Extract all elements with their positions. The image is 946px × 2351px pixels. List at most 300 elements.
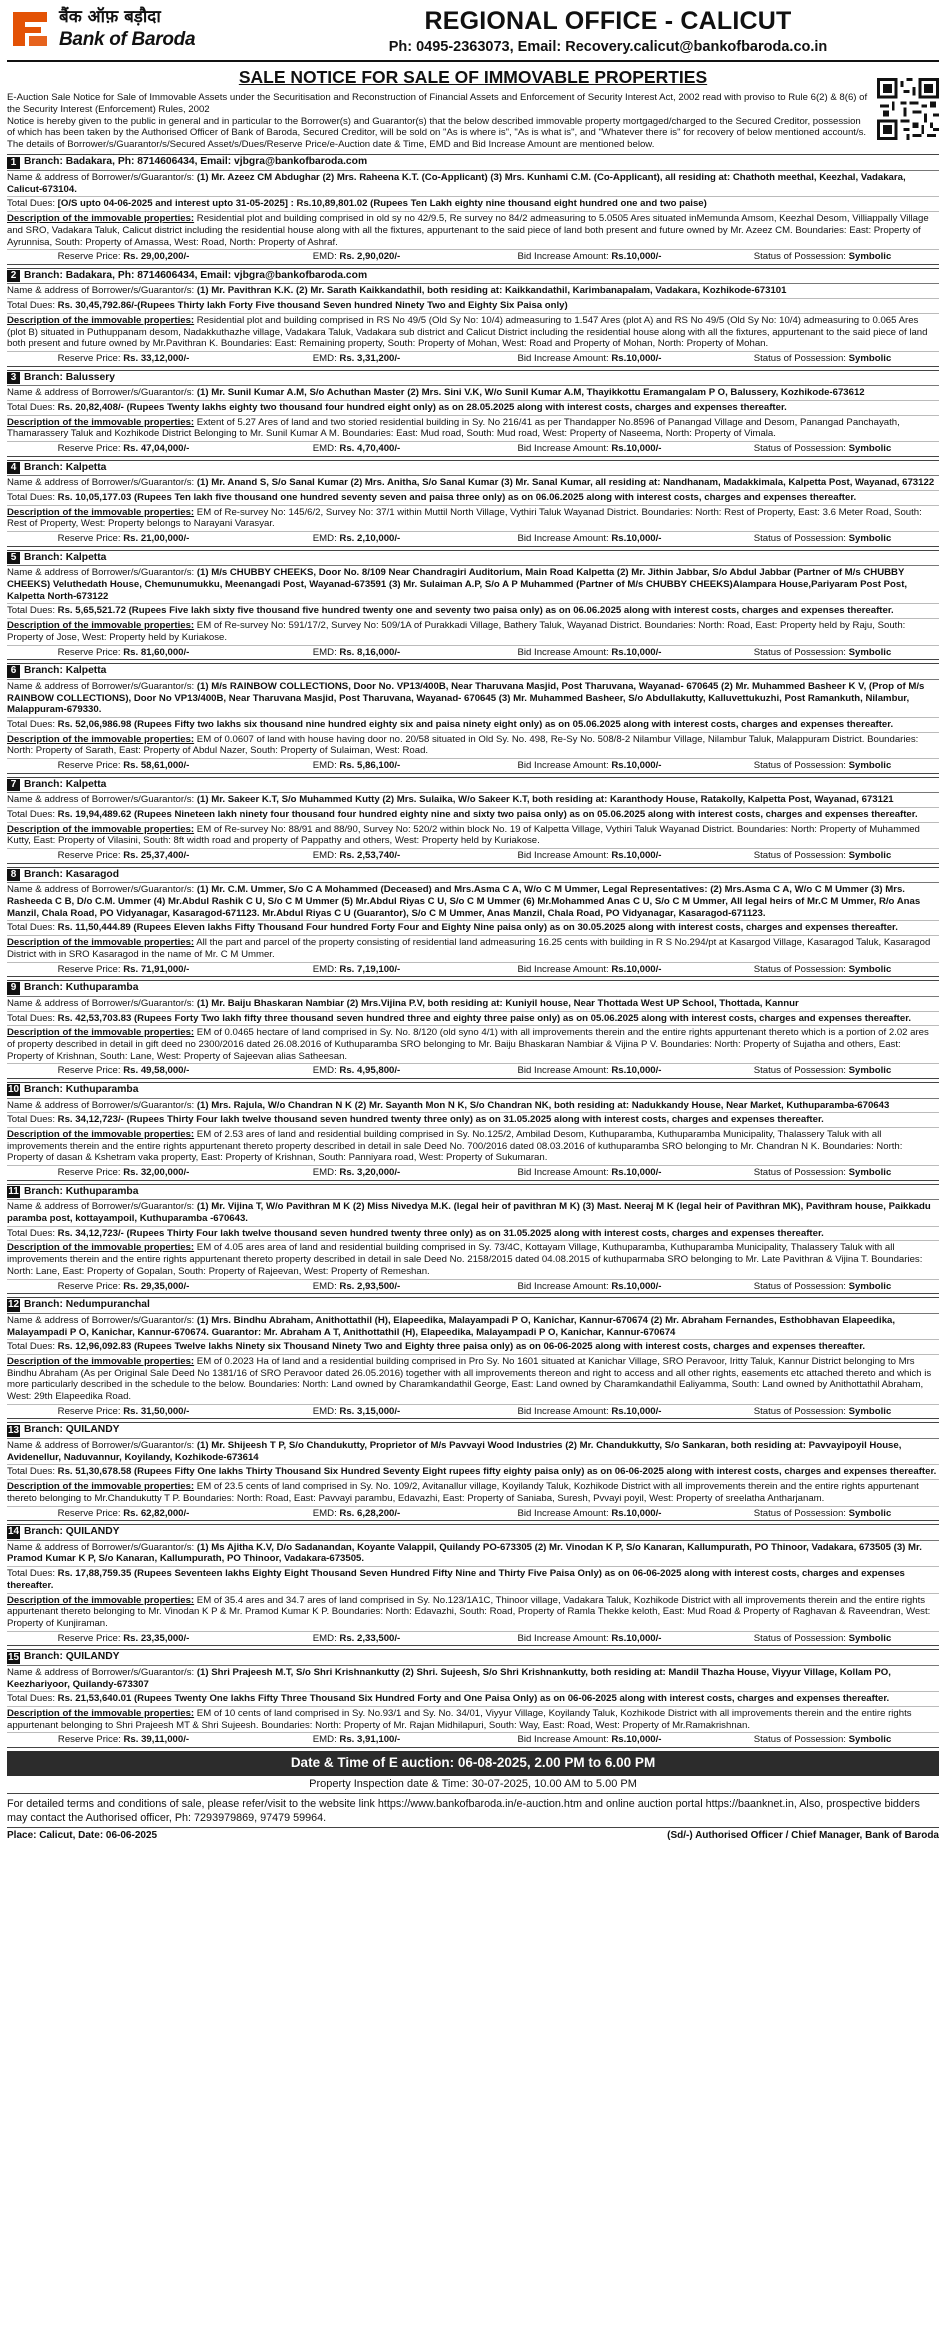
emd-amount: Rs. 2,93,500/- <box>339 1280 401 1292</box>
description-line <box>7 1480 939 1506</box>
branch-block <box>7 154 939 264</box>
branch-number: 2 <box>7 270 20 282</box>
property-description: EM of Re-survey No: 591/17/2, Survey No: 509/1A of Purakkadi Village, Bathery Taluk, Wayanad District. Boundaries: North: Road, East: Property held by Raju, South: Property of Jose, West: Property held by Kuriakose. <box>7 620 906 643</box>
branch-number: 1 <box>7 157 20 169</box>
reserve-label: Reserve Price: <box>57 850 124 862</box>
description-line <box>7 1594 939 1632</box>
emd-cell <box>240 251 473 263</box>
reserve-price: Rs. 58,61,000/- <box>123 760 190 772</box>
branch-title: Branch: Nedumpuranchal <box>24 1299 150 1311</box>
reserve-label: Reserve Price: <box>57 760 124 772</box>
possession-status: Symbolic <box>848 1280 892 1292</box>
possession-label: Status of Possession: <box>753 760 849 772</box>
reserve-price: Rs. 23,35,000/- <box>123 1632 190 1644</box>
property-description: Extent of 5.27 Ares of land and two storied residential building in Sy. No 216/41 as per Thandapper No.8596 of Panangad Village and Desom, Panangad Panchayath, Thamarassery Taluk and Kozhikode District Belonging to Mr. Sunil Kumar A M. Boundaries: East: Mud road, South: Mud road, West: Property of Naseema, North: Property of Vimala. <box>7 416 900 440</box>
emd-label: EMD: <box>312 443 340 455</box>
dues-line <box>7 197 939 212</box>
possession-cell <box>706 1167 939 1179</box>
dues-amount: Rs. 42,53,703.83 (Rupees Forty Two lakh fifty three thousand seven hundred three and eighty three paise only) as on 05.06.2025 along with interest costs, charges and expenses thereafter. <box>57 1012 912 1024</box>
emd-cell <box>240 533 473 545</box>
bid-increase-cell <box>473 1406 706 1418</box>
bid-increase-cell <box>473 1633 706 1645</box>
dues-amount: Rs. 34,12,723/- (Rupees Thirty Four lakh twelve thousand seven hundred twenty three only) as on 31.05.2025 along with interest costs, charges and expenses thereafter. <box>57 1114 824 1126</box>
dues-line <box>7 1227 939 1242</box>
possession-cell <box>706 760 939 772</box>
reserve-price-cell <box>7 964 240 976</box>
branch-list <box>7 154 939 1748</box>
borrower-label: Name & address of Borrower/s/Guarantor/s: <box>7 567 197 579</box>
dues-label: Total Dues: <box>7 1012 58 1024</box>
possession-status: Symbolic <box>848 1632 892 1644</box>
emd-amount: Rs. 4,70,400/- <box>339 443 401 455</box>
emd-cell <box>240 443 473 455</box>
emd-label: EMD: <box>312 1065 340 1077</box>
price-row <box>7 963 939 978</box>
branch-title: Branch: Kalpetta <box>24 665 107 677</box>
possession-status: Symbolic <box>848 1507 892 1519</box>
branch-title: Branch: QUILANDY <box>24 1424 120 1436</box>
branch-number: 6 <box>7 665 20 677</box>
branch-number: 12 <box>7 1299 20 1311</box>
reserve-price-cell <box>7 1406 240 1418</box>
description-label: Description of the immovable properties: <box>7 416 195 428</box>
branch-block <box>7 1524 939 1646</box>
bid-increase-cell <box>473 533 706 545</box>
borrower-label: Name & address of Borrower/s/Guarantor/s: <box>7 1666 197 1678</box>
reserve-price: Rs. 32,00,000/- <box>123 1167 190 1179</box>
dues-line <box>7 604 939 619</box>
possession-cell <box>706 533 939 545</box>
dues-label: Total Dues: <box>7 1466 58 1478</box>
bid-label: Bid Increase Amount: <box>517 963 612 975</box>
bid-increase-cell <box>473 760 706 772</box>
possession-status: Symbolic <box>848 646 892 658</box>
place-date: Place: Calicut, Date: 06-06-2025 <box>7 1830 158 1842</box>
reserve-price-cell <box>7 1734 240 1746</box>
bid-label: Bid Increase Amount: <box>517 1632 612 1644</box>
dues-label: Total Dues: <box>7 401 58 413</box>
dues-label: Total Dues: <box>7 198 58 210</box>
bid-label: Bid Increase Amount: <box>517 352 612 364</box>
borrower-details: (1) Mr. Sunil Kumar A.M, S/o Achuthan Master (2) Mrs. Sini V.K, W/o Sunil Kumar A.M, Thayikkottu Eramangalam P O, Balussery, Kozhikode-673612 <box>196 387 865 399</box>
possession-label: Status of Possession: <box>753 850 849 862</box>
bid-increase-cell <box>473 1065 706 1077</box>
description-line <box>7 1026 939 1064</box>
borrower-label: Name & address of Borrower/s/Guarantor/s: <box>7 387 197 399</box>
dues-line <box>7 401 939 416</box>
borrower-label: Name & address of Borrower/s/Guarantor/s: <box>7 1201 197 1213</box>
notice-intro: E-Auction Sale Notice for Sale of Immovable Assets under the Securitisation and Reconstruction of Financial Assets and Enforcement of Security Interest Act, 2002 read with proviso to Rule 6(2) & 8(6) of the Security Interest (Enforcement) Rules, 2002 Notice is hereby given to the public in general and in particular to the Borrower(s) and Guarantor(s) that the below described immovable property mortgaged/charged to the Secured Creditor, possession of which has been taken by the Authorised Officer of Bank of Baroda, Secured Creditor, will be sold on "As is where is", "As is what is", and "Whatever there is" for recovery of below mentioned account/s. The details of Borrower/s/Guarantor/s/Secured Asset/s/Dues/Reserve Price/e-Auction date & Time, EMD and Bid Increase Amount are mentioned below. <box>7 91 868 151</box>
branch-header <box>7 155 939 171</box>
reserve-label: Reserve Price: <box>57 1065 124 1077</box>
dues-amount: Rs. 30,45,792.86/-(Rupees Thirty lakh Forty Five thousand Seven hundred Ninety Two and Eighty Six Paisa only) <box>57 300 568 312</box>
dues-line <box>7 1340 939 1355</box>
emd-label: EMD: <box>312 1405 340 1417</box>
dues-label: Total Dues: <box>7 300 58 312</box>
possession-label: Status of Possession: <box>753 1632 849 1644</box>
possession-cell <box>706 647 939 659</box>
dues-line <box>7 491 939 506</box>
possession-cell <box>706 1734 939 1746</box>
bid-increase: Rs.10,000/- <box>611 963 662 975</box>
dues-amount: Rs. 10,05,177.03 (Rupees Ten lakh five thousand one hundred seventy seven and paisa three only) as on 06.06.2025 along with interest costs, charges and expenses thereafter. <box>57 492 857 503</box>
qr-code-icon[interactable] <box>877 78 939 140</box>
bid-increase-cell <box>473 1281 706 1293</box>
possession-label: Status of Possession: <box>753 251 849 263</box>
branch-number: 8 <box>7 869 20 881</box>
emd-cell <box>240 760 473 772</box>
branch-header <box>7 551 939 567</box>
emd-cell <box>240 1167 473 1179</box>
possession-label: Status of Possession: <box>753 1734 849 1746</box>
property-description: EM of Re-survey No: 88/91 and 88/90, Survey No: 520/2 within block No. 19 of Kalpetta Village, Vythiri Taluk Wayanad District. Boundaries: North: Property of Muhammed Kutty, East: Property of Vilasini, South: 8ft width road and property of Pappathy and others, West: Property held by Kuriakose. <box>7 823 920 847</box>
dues-line <box>7 1465 939 1480</box>
borrower-details: (1) Mr. Baiju Bhaskaran Nambiar (2) Mrs.Vijina P.V, both residing at: Kuniyil house, Near Thottada West UP School, Thottada, Kannur <box>196 997 799 1009</box>
emd-cell <box>240 1281 473 1293</box>
office-contact: Ph: 0495-2363073, Email: Recovery.calicut@bankofbaroda.co.in <box>388 38 828 55</box>
header <box>7 6 939 62</box>
bid-increase: Rs.10,000/- <box>611 760 662 772</box>
reserve-label: Reserve Price: <box>57 352 124 364</box>
dues-label: Total Dues: <box>7 1227 58 1239</box>
emd-label: EMD: <box>312 760 340 772</box>
branch-header <box>7 981 939 997</box>
description-label: Description of the immovable properties: <box>7 733 195 745</box>
branch-header <box>7 778 939 794</box>
borrower-details: (1) Mr. Pavithran K.K. (2) Mr. Sarath Kaikkandathil, both residing at: Kaikkandathil, Karimbanapalam, Vadakara, Kozhikode-673101 <box>196 285 787 297</box>
branch-number: 9 <box>7 982 20 994</box>
branch-title: Branch: Badakara, Ph: 8714606434, Email: vjbgra@bankofbaroda.com <box>24 156 368 168</box>
possession-cell <box>706 1633 939 1645</box>
reserve-price: Rs. 39,11,000/- <box>123 1734 190 1746</box>
possession-label: Status of Possession: <box>753 443 849 455</box>
reserve-label: Reserve Price: <box>57 1405 124 1417</box>
possession-status: Symbolic <box>848 850 892 862</box>
dues-line <box>7 921 939 936</box>
auction-datetime: Date & Time of E auction: 06-08-2025, 2.00 PM to 6.00 PM <box>7 1751 939 1775</box>
emd-amount: Rs. 8,16,000/- <box>339 646 401 658</box>
price-row <box>7 352 939 367</box>
possession-cell <box>706 353 939 365</box>
reserve-label: Reserve Price: <box>57 646 124 658</box>
reserve-price-cell <box>7 850 240 862</box>
reserve-price-cell <box>7 443 240 455</box>
possession-status: Symbolic <box>848 533 892 545</box>
dues-amount: [O/S upto 04-06-2025 and interest upto 31-05-2025] : Rs.10,89,801.02 (Rupees Ten Lakh eighty nine thousand eight hundred one and two paise) <box>57 198 707 210</box>
possession-label: Status of Possession: <box>753 646 849 658</box>
borrower-label: Name & address of Borrower/s/Guarantor/s: <box>7 680 197 692</box>
branch-header <box>7 1083 939 1099</box>
bid-label: Bid Increase Amount: <box>517 251 612 263</box>
emd-cell <box>240 1633 473 1645</box>
borrower-line <box>7 793 939 808</box>
description-label: Description of the immovable properties: <box>7 314 195 326</box>
bid-increase: Rs.10,000/- <box>611 1632 662 1644</box>
borrower-details: (1) Mr. Azeez CM Abdughar (2) Mrs. Raheena K.T. (Co-Applicant) (3) Mrs. Kunhami C.M. (Co-Applicant), all residing at: Chathoth meethal, Keezhal, Vadakara, Calicut-673104. <box>7 172 906 195</box>
description-label: Description of the immovable properties: <box>7 1481 195 1493</box>
reserve-label: Reserve Price: <box>57 1632 124 1644</box>
description-label: Description of the immovable properties: <box>7 506 195 518</box>
borrower-line <box>7 1099 939 1114</box>
reserve-label: Reserve Price: <box>57 1507 124 1519</box>
borrower-line <box>7 1439 939 1465</box>
bid-label: Bid Increase Amount: <box>517 1167 612 1179</box>
emd-amount: Rs. 5,86,100/- <box>339 760 401 772</box>
bid-label: Bid Increase Amount: <box>517 646 612 658</box>
reserve-label: Reserve Price: <box>57 533 124 545</box>
bid-increase-cell <box>473 647 706 659</box>
footer-terms: For detailed terms and conditions of sale, please refer/visit to the website link https://www.bankofbaroda.in/e-auction.htm and online auction portal https://baanknet.in, Also, prospective bidders may contact the Authorised officer, Ph: 7293979869, 97479 59964. <box>7 1798 920 1825</box>
dues-amount: Rs. 51,30,678.58 (Rupees Fifty One lakhs Thirty Thousand Six Hundred Seventy Eight rupees fifty eighty paisa only) as on 06-06-2025 along with interest costs, charges and expenses thereafter. <box>57 1466 937 1478</box>
possession-status: Symbolic <box>848 251 892 263</box>
dues-line <box>7 1113 939 1128</box>
borrower-details: (1) Mrs. Bindhu Abraham, Anithottathil (H), Elapeedika, Malayampadi P O, Kanichar, Kannur-670674 (2) Mr. Abraham Fernandes, Esthobhavan Elapeedika, Malayampadi P O, Kanichar, Kannur-670674. Guarantor: Mr. Abraham A T, Anithottathil (H), Elapeedika, Malayampadi P O, Kanichar, Kannur-670674 <box>7 1314 896 1338</box>
dues-label: Total Dues: <box>7 718 58 730</box>
bid-label: Bid Increase Amount: <box>517 443 612 455</box>
possession-status: Symbolic <box>848 760 892 772</box>
branch-block <box>7 1422 939 1521</box>
price-row <box>7 1405 939 1420</box>
bid-increase-cell <box>473 353 706 365</box>
branch-block <box>7 1297 939 1419</box>
dues-amount: Rs. 19,94,489.62 (Rupees Nineteen lakh ninety four thousand four hundred eighty nine and sixty two paisa only) as on 05.06.2025 along with interest costs, charges and expenses thereafter. <box>57 809 918 820</box>
property-description: EM of 0.0465 hectare of land comprised in Sy. No. 8/120 (old syno 4/1) with all improvements therein and the entire rights appurtenant thereto which is a portion of 2.02 ares of property described in detail in gift deed no 2300/2016 dated 26.08.2016 of Kuthuparamba SRO belonging to Mr. Baiju Bhaskaran Nambiar & Vijina P V. Boundaries: North: Property of Sujatha and others, East: Property of Krishnan, South: Lane, West: Property of Sajeevan alias Satheesan. <box>7 1027 929 1062</box>
price-row <box>7 532 939 547</box>
reserve-price: Rs. 62,82,000/- <box>123 1507 190 1519</box>
branch-number: 4 <box>7 462 20 474</box>
reserve-price: Rs. 81,60,000/- <box>123 646 190 658</box>
property-description: Residential plot and building comprised in old sy no 42/9.5, Re survey no 84/2 admeasuring to 5.0505 Ares situated inMemunda Amsom, Keezhal Desom, Villiappally Village and SRO, Vadakara Taluk, Calicut district including the residential house along with all the fixtures, appurtenant to the said piece of land both present and future owned by Mr. Azeez CM. Boundaries: East: Property of Ayrunnisa, South: Property of Amassa, West: Road, North: Property of Ashraf. <box>7 213 929 248</box>
description-label: Description of the immovable properties: <box>7 1594 195 1606</box>
reserve-price: Rs. 25,37,400/- <box>123 850 190 862</box>
description-line <box>7 1128 939 1166</box>
borrower-line <box>7 1541 939 1567</box>
branch-number: 11 <box>8 1185 19 1197</box>
branch-header <box>7 1525 939 1541</box>
bid-increase: Rs.10,000/- <box>611 646 662 658</box>
emd-amount: Rs. 3,91,100/- <box>339 1734 401 1746</box>
reserve-label: Reserve Price: <box>57 1167 124 1179</box>
reserve-price-cell <box>7 1281 240 1293</box>
borrower-line <box>7 1314 939 1340</box>
possession-label: Status of Possession: <box>753 533 849 545</box>
price-row <box>7 849 939 864</box>
bid-label: Bid Increase Amount: <box>517 1734 612 1746</box>
description-line <box>7 416 939 442</box>
borrower-details: (1) Mrs. Rajula, W/o Chandran N K (2) Mr. Sayanth Mon N K, S/o Chandran NK, both residing at: Nadukkandy House, Near Market, Kuthuparamba-670643 <box>196 1099 890 1111</box>
borrower-label: Name & address of Borrower/s/Guarantor/s: <box>7 1099 197 1111</box>
branch-header <box>7 1298 939 1314</box>
bank-of-baroda-logo-icon <box>7 6 53 52</box>
property-description: EM of 23.5 cents of land comprised in Sy. No. 109/2, Avitanallur village, Koyilandy Taluk, Kozhikode District with all improvements therein and the entire rights appurtenant thereto belonging to Mr.Chandukutty T P. Boundaries: North: Road, East: Pavvayi parambu, Edavazhi, East: Property of Saniaba, Suresh, Pvvayi poyil, West: Property of sreelatha Antharjanam. <box>7 1481 919 1504</box>
possession-status: Symbolic <box>848 1405 892 1417</box>
description-line <box>7 1707 939 1733</box>
bid-increase: Rs.10,000/- <box>611 533 662 545</box>
branch-title: Branch: Kasaragod <box>24 868 119 880</box>
branch-block <box>7 268 939 367</box>
property-description: EM of 2.53 ares of land and residential building comprised in Sy. No.125/2, Ambilad Desom, Kuthuparamba, Kuthuparamba Municipality, Thalassery Taluk with all improvements therein and the entire rights appurtenant thereto property described in detail in sale Deed No. 700/2016 dated 08.03.2016 of kuthuparamba SRO belonging to Mr. Chandran N K. Boundaries: North: Property of dasan & Kshetram vaka property, East: Property of Krishnan, South: Panniyara road, West: Property of Sukumaran. <box>7 1129 903 1164</box>
bid-increase: Rs.10,000/- <box>611 251 662 263</box>
description-line <box>7 212 939 250</box>
bank-name: Bank of Baroda <box>59 28 196 50</box>
bid-increase-cell <box>473 964 706 976</box>
branch-title: Branch: Kalpetta <box>24 551 107 563</box>
dues-label: Total Dues: <box>7 1693 58 1705</box>
dues-label: Total Dues: <box>7 809 58 820</box>
possession-cell <box>706 964 939 976</box>
description-label: Description of the immovable properties: <box>7 1129 195 1140</box>
description-label: Description of the immovable properties: <box>7 1027 195 1039</box>
branch-header <box>7 1185 939 1201</box>
description-line <box>7 314 939 352</box>
borrower-line <box>7 171 939 197</box>
emd-amount: Rs. 6,28,200/- <box>339 1507 401 1519</box>
branch-block <box>7 663 939 773</box>
notice-title: SALE NOTICE FOR SALE OF IMMOVABLE PROPERTIES <box>238 67 708 88</box>
emd-amount: Rs. 2,10,000/- <box>339 533 401 545</box>
dues-line <box>7 1692 939 1707</box>
reserve-price: Rs. 31,50,000/- <box>123 1405 190 1417</box>
reserve-label: Reserve Price: <box>57 1280 124 1292</box>
dues-line <box>7 808 939 823</box>
branch-block <box>7 1082 939 1181</box>
description-line <box>7 936 939 962</box>
branch-block <box>7 460 939 547</box>
emd-amount: Rs. 3,20,000/- <box>339 1167 401 1179</box>
bid-increase-cell <box>473 850 706 862</box>
borrower-line <box>7 680 939 718</box>
reserve-price: Rs. 33,12,000/- <box>123 352 190 364</box>
branch-title: Branch: Kalpetta <box>24 778 107 790</box>
emd-label: EMD: <box>312 1632 340 1644</box>
price-row <box>7 1064 939 1079</box>
description-line <box>7 823 939 849</box>
borrower-label: Name & address of Borrower/s/Guarantor/s: <box>7 1314 197 1326</box>
emd-label: EMD: <box>312 963 340 975</box>
branch-header <box>7 1423 939 1439</box>
price-row <box>7 442 939 457</box>
property-description: EM of Re-survey No: 145/6/2, Survey No: 37/1 within Muttil North Village, Vythiri Taluk Wayanad District. Boundaries: North: Rest of Property, East: 3.6 Meter Road, South: Rest of Property, West: Property belongs to Narayani Varasyar. <box>7 506 922 530</box>
branch-block <box>7 1184 939 1294</box>
emd-amount: Rs. 3,15,000/- <box>339 1405 401 1417</box>
borrower-details: (1) Shri Prajeesh M.T, S/o Shri Krishnankutty (2) Shri. Sujeesh, S/o Shri Krishnankutty, both residing at: Mandil Thazha House, Viyyur Village, Kollam PO, Keezhariyoor, Quilandy-673307 <box>7 1666 891 1690</box>
borrower-line <box>7 997 939 1012</box>
emd-amount: Rs. 2,33,500/- <box>339 1632 401 1644</box>
possession-label: Status of Possession: <box>753 1280 849 1292</box>
possession-cell <box>706 443 939 455</box>
dues-amount: Rs. 17,88,759.35 (Rupees Seventeen lakhs Eighty Eight Thousand Seven Hundred Fifty Nine and Thirty Five Paisa Only) as on 06-06-2025 along with interest costs, charges and expenses thereafter. <box>7 1568 905 1591</box>
borrower-details: (1) M/s RAINBOW COLLECTIONS, Door No. VP13/400B, Near Tharuvana Masjid, Post Tharuvana, Wayanad- 670645 (2) Mr. Muhammed Basheer K V, (Prop of M/s RAINBOW COLLECTIONS), Door No VP13/400B, Near Tharuvana Masjid, Post Tharuvana, Wayanad- 670645 (3) Mr. Muhammed Basheer, S/o Abdullakutty, Kalluvettukuzhi, Post Ramankuth, Nilambur, Malappuram-679330. <box>7 680 925 716</box>
reserve-price-cell <box>7 251 240 263</box>
reserve-price: Rs. 71,91,000/- <box>123 963 190 975</box>
description-label: Description of the immovable properties: <box>7 823 195 835</box>
possession-cell <box>706 1065 939 1077</box>
possession-status: Symbolic <box>848 352 892 364</box>
emd-amount: Rs. 2,53,740/- <box>339 850 401 862</box>
branch-block <box>7 1649 939 1748</box>
emd-amount: Rs. 4,95,800/- <box>339 1065 401 1077</box>
borrower-details: (1) Mr. C.M. Ummer, S/o C A Mohammed (Deceased) and Mrs.Asma C A, W/o C M Ummer, Legal Representatives: (2) Mrs.Asma C A, W/o C M Ummer (3) Mrs. Rasheeda C B, D/o C.M. Ummer (4) Mr.Abdul Rashik C U, S/o C M Ummer (5) Mr.Abdul Riyas C U, S/o C M Ummer (6) Mr.Mohammed Anas C U, S/o C M Ummer, All legal heirs of Mr.C M Ummer, R/o Anas Manzil, Chala Road, PO Vidyanagar, Kasaragod-671123. Mr.Abdul Riyas C U (Guarantor), S/o C M Ummer, Anas Manzil, Chala Road, PO Vidyanagar, Kasaragod-671123. <box>7 884 921 919</box>
description-line <box>7 506 939 532</box>
possession-status: Symbolic <box>848 1734 892 1746</box>
property-description: EM of 0.2023 Ha of land and a residential building comprised in Pro Sy. No 1601 situated at Kanichar Village, SRO Peravoor, Iritty Taluk, Kannur District belonging to Mrs Bindhu Abraham (As per Original Sale Deed No 1381/16 of SRO Peravoor dated 26.05.2016) together with all improvements thereon and right to access and all other rights, easements etc attached thereto and which is more particularly described in the schedule to the below. Boundaries: North: Land owned by Charamkandathil George, East: Land owned by Charamkandathil Ealiyamma, South: Land owned by Anithottathil Abraham, West: 29th Elapeedika Road. <box>7 1355 932 1403</box>
inspection-datetime: Property Inspection date & Time: 30-07-2025, 10.00 AM to 5.00 PM <box>7 1776 939 1794</box>
description-line <box>7 733 939 759</box>
reserve-price-cell <box>7 1065 240 1077</box>
emd-label: EMD: <box>312 1167 340 1179</box>
dues-amount: Rs. 20,82,408/- (Rupees Twenty lakhs eighty two thousand four hundred eight only) as on 28.05.2025 along with interest costs, charges and expenses thereafter. <box>57 401 787 413</box>
possession-label: Status of Possession: <box>753 963 849 975</box>
branch-title: Branch: Kuthuparamba <box>24 1185 139 1197</box>
price-row <box>7 1280 939 1295</box>
reserve-label: Reserve Price: <box>57 963 124 975</box>
dues-label: Total Dues: <box>7 492 58 503</box>
possession-cell <box>706 1281 939 1293</box>
reserve-price: Rs. 29,00,200/- <box>123 251 190 263</box>
dues-line <box>7 1012 939 1027</box>
reserve-label: Reserve Price: <box>57 1734 124 1746</box>
possession-cell <box>706 850 939 862</box>
bid-label: Bid Increase Amount: <box>517 850 612 862</box>
branch-number: 5 <box>7 552 20 564</box>
borrower-line <box>7 1200 939 1226</box>
dues-amount: Rs. 5,65,521.72 (Rupees Five lakh sixty five thousand five hundred twenty one and seventy two paisa only) as on 06.06.2025 along with interest costs, charges and expenses thereafter. <box>57 605 894 617</box>
dues-label: Total Dues: <box>7 1568 58 1580</box>
bid-increase-cell <box>473 1734 706 1746</box>
dues-line <box>7 299 939 314</box>
possession-cell <box>706 1406 939 1418</box>
dues-amount: Rs. 21,53,640.01 (Rupees Twenty One lakhs Fifty Three Thousand Six Hundred Forty and One Paisa Only) as on 06-06-2025 along with interest costs, charges and expenses thereafter. <box>57 1693 890 1705</box>
reserve-label: Reserve Price: <box>57 443 124 455</box>
bid-increase: Rs.10,000/- <box>611 1065 662 1077</box>
bid-label: Bid Increase Amount: <box>517 1065 612 1077</box>
emd-label: EMD: <box>312 1280 340 1292</box>
branch-title: Branch: QUILANDY <box>24 1526 120 1538</box>
borrower-details: (1) Mr. Sakeer K.T, S/o Muhammed Kutty (2) Mrs. Sulaika, W/o Sakeer K.T, both residing at: Karanthody House, Ratakolly, Kalpetta Post, Wayanad, 673121 <box>196 794 894 806</box>
description-line <box>7 1355 939 1405</box>
borrower-details: (1) Mr. Anand S, S/o Sanal Kumar (2) Mrs. Anitha, S/o Sanal Kumar (3) Mr. Sanal Kumar, all residing at: Nandhanam, Madakkimala, Kalpetta Post, Wayanad, 673122 <box>196 477 935 489</box>
description-label: Description of the immovable properties: <box>7 1242 195 1254</box>
property-description: EM of 10 cents of land comprised in Sy. No.93/1 and Sy. No. 34/01, Viyyur Village, Koyilandy Taluk, Kozhikode District with all improvements therein and the entire rights appurtenant belonging to Shri Prajeesh MT & Shri Sujeesh. Boundaries: North: Property of Mr. Rajan Midhilapuri, South: Way, East: Road, West: Property of Mr.Ramakrishnan. <box>7 1708 912 1731</box>
bid-increase: Rs.10,000/- <box>611 352 662 364</box>
bid-increase: Rs.10,000/- <box>611 1280 662 1292</box>
branch-number: 10 <box>7 1084 20 1096</box>
possession-label: Status of Possession: <box>753 352 849 364</box>
bid-increase: Rs.10,000/- <box>611 1405 662 1417</box>
reserve-price-cell <box>7 760 240 772</box>
reserve-price: Rs. 29,35,000/- <box>123 1280 190 1292</box>
branch-title: Branch: Badakara, Ph: 8714606434, Email: vjbgra@bankofbaroda.com <box>24 269 368 281</box>
property-description: EM of 4.05 ares area of land and residential building comprised in Sy. 73/4C, Kottayam Village, Kuthuparamba, Kuthuparamba Municipality, Thalassery Taluk with all improvements therein and the entire rights appurtenant thereto property described in detail in sale Deed No. 2158/2015 dated 04.08.2015 of kuthuparmaba SRO belonging to Mr. Late Pavithran & Vijina T. Boundaries: North: Lane, East: Property of Gopalan, South: Property of Rajeevan, West: Property of Remeshan. <box>7 1242 923 1277</box>
bid-increase: Rs.10,000/- <box>611 850 662 862</box>
bid-increase-cell <box>473 251 706 263</box>
borrower-label: Name & address of Borrower/s/Guarantor/s: <box>7 997 197 1009</box>
reserve-price-cell <box>7 353 240 365</box>
emd-label: EMD: <box>312 1734 340 1746</box>
branch-header <box>7 269 939 285</box>
emd-label: EMD: <box>312 646 340 658</box>
borrower-label: Name & address of Borrower/s/Guarantor/s: <box>7 1541 197 1553</box>
branch-header <box>7 868 939 884</box>
borrower-label: Name & address of Borrower/s/Guarantor/s: <box>7 1440 197 1451</box>
reserve-price: Rs. 49,58,000/- <box>123 1065 190 1077</box>
bank-name-hindi: बैंक ऑफ़ बड़ौदा <box>59 7 161 28</box>
bid-increase: Rs.10,000/- <box>611 443 662 455</box>
branch-header <box>7 461 939 477</box>
branch-title: Branch: Kalpetta <box>24 461 107 473</box>
price-row <box>7 1733 939 1748</box>
bid-increase: Rs.10,000/- <box>611 1507 662 1519</box>
